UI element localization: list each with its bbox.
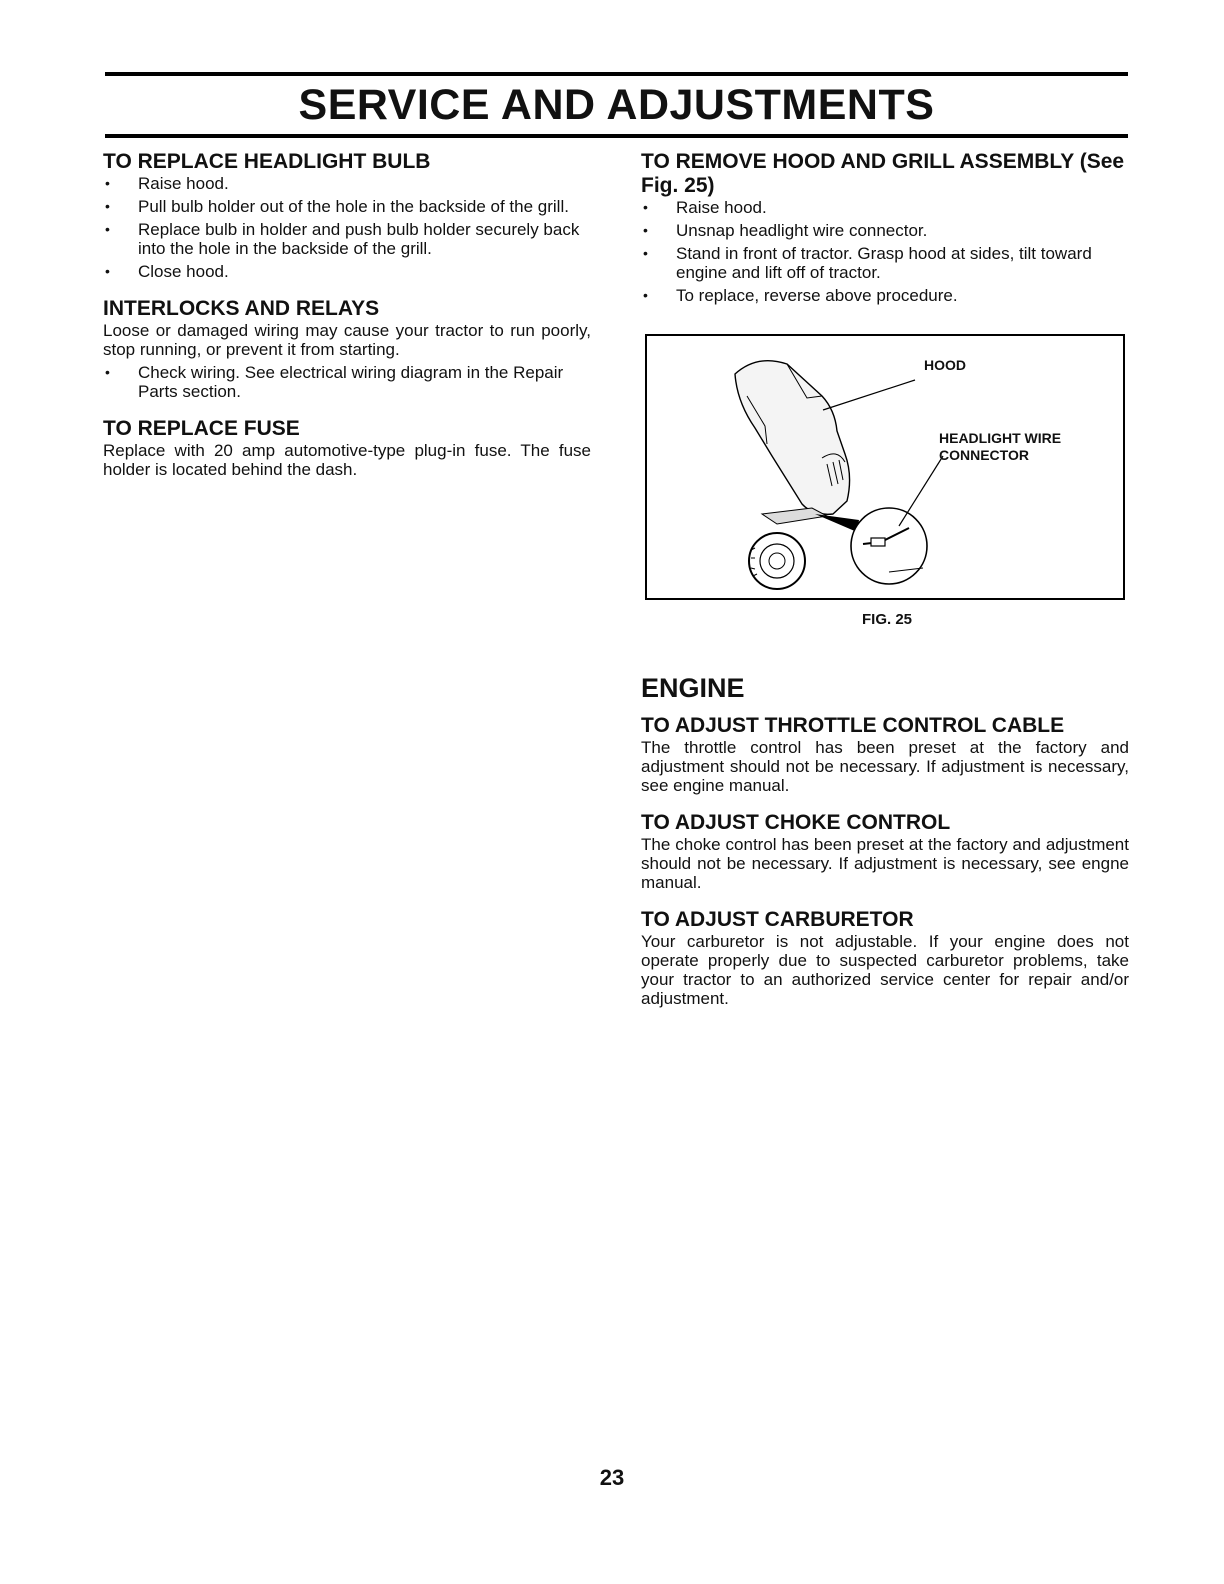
fuse-section xyxy=(103,417,591,479)
throttle-heading: TO ADJUST THROTTLE CONTROL CABLE xyxy=(641,714,1065,737)
fuse-text: Replace with 20 amp automotive-type plug-in fuse. The fuse holder is located behind the dash. xyxy=(103,441,591,479)
interlocks-section xyxy=(103,297,591,401)
engine-section xyxy=(641,672,1129,1024)
connector-label-line-1: HEADLIGHT WIRE xyxy=(939,430,1062,446)
carburetor-section xyxy=(641,908,1129,1008)
throttle-text: The throttle control has been preset at the factory and adjustment should not be necessary. If adjustment is necessary, see engine manual. xyxy=(641,738,1129,795)
title-rule-bottom xyxy=(105,134,1128,138)
hood-label: HOOD xyxy=(924,357,966,373)
list-item: • Replace bulb in holder and push bulb holder securely back into the hole in the backside of the grill. xyxy=(103,220,591,258)
carburetor-text: Your carburetor is not adjustable. If your engine does not operate properly due to suspected carburetor problems, take your tractor to an authorized service center for repair and/or adjustment. xyxy=(641,932,1129,1008)
right-column xyxy=(641,150,1129,309)
list-item: • Raise hood. xyxy=(103,174,591,193)
fuse-heading: TO REPLACE FUSE xyxy=(103,417,300,440)
list-item: • Stand in front of tractor. Grasp hood at sides, tilt toward engine and lift off of tractor. xyxy=(641,244,1129,282)
hood-heading: TO REMOVE HOOD AND GRILL ASSEMBLY (See Fig. 25) xyxy=(641,150,1125,197)
interlocks-steps xyxy=(103,363,591,401)
headlight-steps xyxy=(103,174,591,281)
list-item: • Close hood. xyxy=(103,262,591,281)
headlight-section xyxy=(103,150,591,281)
figure-25 xyxy=(645,334,1125,600)
list-item: • Pull bulb holder out of the hole in the backside of the grill. xyxy=(103,197,591,216)
list-item: • To replace, reverse above procedure. xyxy=(641,286,1129,305)
list-item: • Unsnap headlight wire connector. xyxy=(641,221,1129,240)
page-title: SERVICE AND ADJUSTMENTS xyxy=(298,81,935,129)
hood-illustration xyxy=(647,336,1123,598)
headlight-heading: TO REPLACE HEADLIGHT BULB xyxy=(103,150,431,173)
page-number: 23 xyxy=(599,1465,625,1490)
headlight-connector-label xyxy=(939,430,1061,464)
interlocks-heading: INTERLOCKS AND RELAYS xyxy=(103,297,380,320)
carburetor-heading: TO ADJUST CARBURETOR xyxy=(641,908,914,931)
left-column xyxy=(103,150,591,495)
choke-text: The choke control has been preset at the factory and adjustment should not be necessary. If adjustment is necessary, see engne manual. xyxy=(641,835,1129,892)
engine-title: ENGINE xyxy=(641,673,745,703)
throttle-section xyxy=(641,714,1129,795)
list-item: • Raise hood. xyxy=(641,198,1129,217)
figure-caption: FIG. 25 xyxy=(861,611,913,628)
choke-section xyxy=(641,811,1129,892)
interlocks-text: Loose or damaged wiring may cause your tractor to run poorly, stop running, or prevent it from starting. xyxy=(103,321,591,359)
list-item: • Check wiring. See electrical wiring diagram in the Repair Parts section. xyxy=(103,363,591,401)
hood-steps xyxy=(641,198,1129,305)
connector-label-line-2: CONNECTOR xyxy=(939,447,1029,463)
choke-heading: TO ADJUST CHOKE CONTROL xyxy=(641,811,951,834)
